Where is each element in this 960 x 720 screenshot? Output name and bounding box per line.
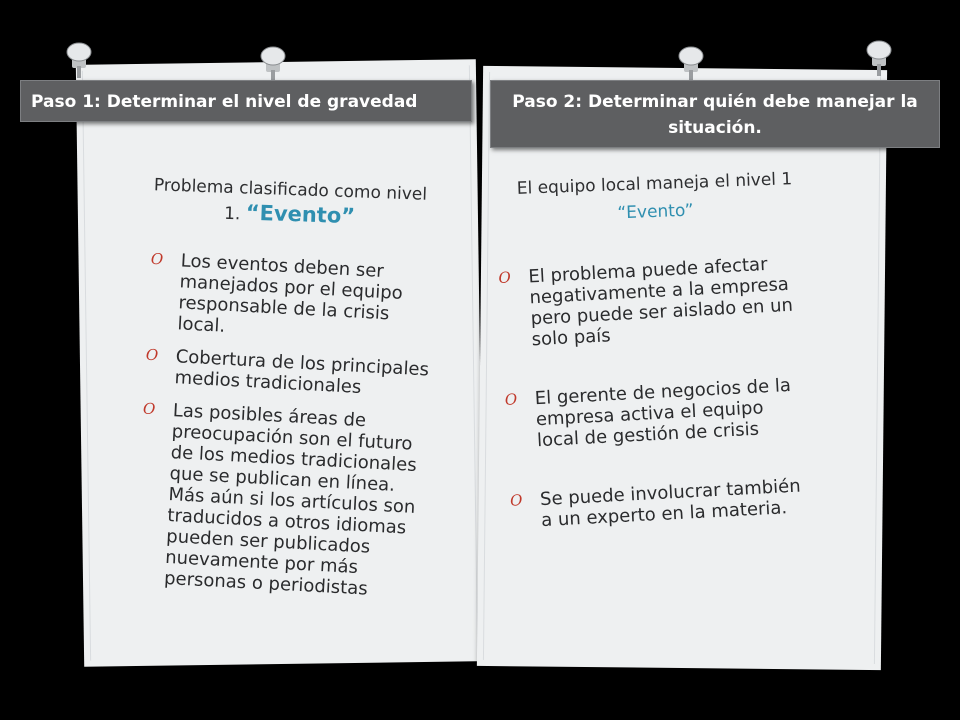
list-item: O El problema puede afectar negativamente a la empresa pero puede ser aislado en un solo país <box>498 253 794 351</box>
list-item: O Cobertura de los principales medios tradicionales <box>145 345 430 398</box>
step2-heading-accent: “Evento” <box>617 200 694 224</box>
step1-heading <box>149 173 431 233</box>
step2-list <box>498 252 812 544</box>
step1-list <box>133 249 436 614</box>
bullet-icon: O <box>509 491 523 510</box>
bullet-icon: O <box>498 268 512 288</box>
bullet-icon: O <box>150 249 164 269</box>
step1-heading-text: Problema clasificado como nivel 1. <box>153 175 428 225</box>
step1-title: Paso 1: Determinar el nivel de gravedad <box>20 80 472 122</box>
bullet-icon: O <box>145 345 159 365</box>
step1-heading-accent: “Evento” <box>245 200 356 229</box>
list-item: O Las posibles áreas de preocupación son el futuro de los medios tradicionales que se publican en línea. Más aún si los artículos son traducidos a otros idiomas pueden ser publicados nuevamente por más personas o periodistas <box>142 399 418 600</box>
pushpin-icon <box>62 40 96 80</box>
bullet-icon: O <box>504 390 518 409</box>
step2-heading-text: El equipo local maneja el nivel 1 <box>516 169 793 199</box>
list-item: O Los eventos deben ser manejados por el equipo responsable de la crisis local. <box>150 249 404 337</box>
bullet-icon: O <box>142 399 156 419</box>
step2-heading <box>504 165 806 231</box>
step2-title: Paso 2: Determinar quién debe manejar la situación. <box>490 80 940 148</box>
pushpin-icon <box>256 44 290 84</box>
list-item: O El gerente de negocios de la empresa activa el equipo local de gestión de crisis <box>504 374 792 452</box>
pushpin-icon <box>674 44 708 84</box>
list-item: O Se puede involucrar también a un experto en la materia. <box>509 475 802 532</box>
pushpin-icon <box>862 38 896 78</box>
